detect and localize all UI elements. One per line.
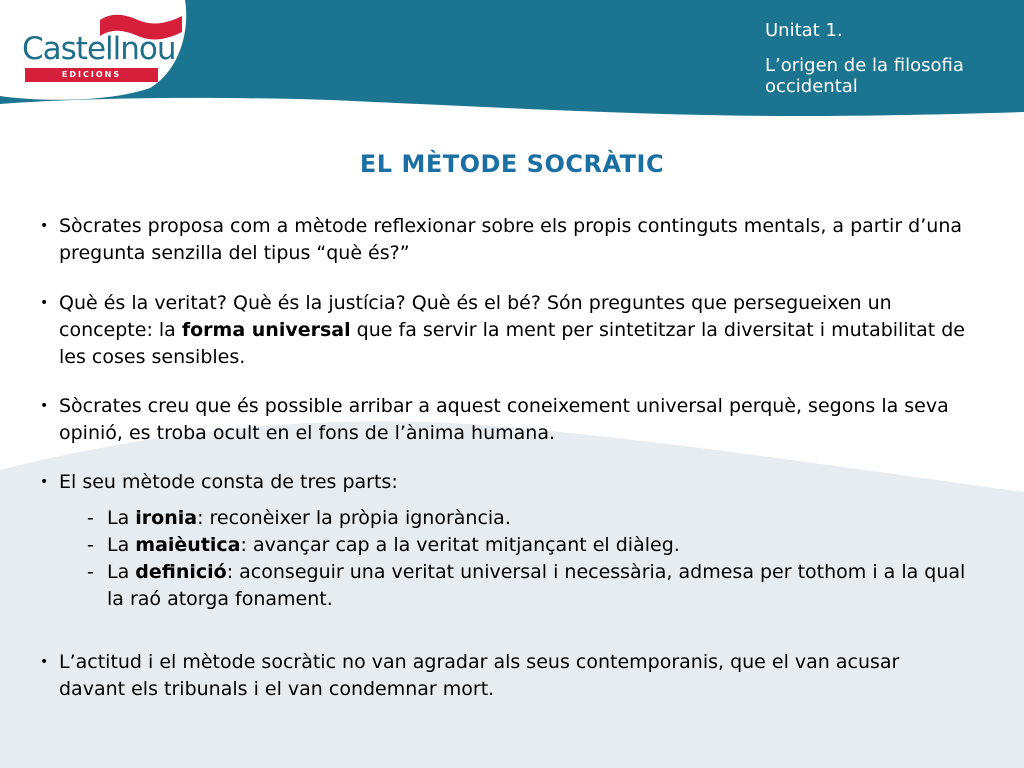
bold-term: forma universal: [181, 319, 351, 341]
bullet-item: [40, 290, 970, 371]
castellnou-logo: [22, 8, 176, 79]
sub-item-text: : aconseguir una veritat universal i necessària, admesa per tothom i a la qual la raó atorga fonament.: [107, 561, 966, 610]
sub-item-text: La: [107, 534, 136, 556]
bullet-marker: •: [40, 654, 49, 670]
bullet-item: [40, 649, 970, 703]
sub-item-text: : reconèixer la pròpia ignorància.: [197, 507, 511, 529]
sub-item-text: : avançar cap a la veritat mitjançant el diàleg.: [240, 534, 680, 556]
bullet-marker: •: [40, 398, 49, 414]
bullet-text: Sòcrates proposa com a mètode reflexionar sobre els propis continguts mentals, a partir d’una pregunta senzilla del tipus “què és?”: [59, 215, 963, 264]
bold-term: definició: [135, 561, 227, 583]
bullet-text: L’actitud i el mètode socràtic no van agradar als seus contemporanis, que el van acusar davant els tribunals i el van condemnar mort.: [59, 651, 900, 700]
sub-item: [87, 505, 970, 532]
slide-title: EL MÈTODE SOCRÀTIC: [359, 150, 665, 178]
bullet-text: El seu mètode consta de tres parts:: [59, 471, 398, 493]
bullet-item: [40, 213, 970, 267]
sub-item-text: La: [107, 507, 136, 529]
sub-item: [87, 532, 970, 559]
sub-item-dash: -: [87, 561, 94, 583]
unit-heading: [765, 20, 1015, 97]
bold-term: ironia: [135, 507, 198, 529]
bullet-marker: •: [40, 218, 49, 234]
bold-term: maièutica: [135, 534, 241, 556]
bullet-item: [40, 393, 970, 447]
bullet-text: Sòcrates creu que és possible arribar a aquest coneixement universal perquè, segons la seva opinió, es troba ocult en el fons de l’ànima humana.: [59, 395, 949, 444]
bullet-marker: •: [40, 474, 49, 490]
bullet-marker: •: [40, 295, 49, 311]
unit-title: L’origen de la filosofia occidental: [765, 55, 964, 97]
bullet-text: que fa servir la ment per sintetitzar la diversitat i mutabilitat de les coses sensibles.: [59, 319, 965, 368]
slide-content: [40, 213, 970, 703]
unit-number: Unitat 1.: [765, 20, 843, 41]
sub-item-dash: -: [87, 534, 94, 556]
bullet-text: Què és la veritat? Què és la justícia? Què és el bé? Són preguntes que persegueixen un concepte: la: [59, 292, 892, 341]
logo-wordmark: Castellnou: [22, 31, 176, 67]
sub-item-dash: -: [87, 507, 94, 529]
method-parts-list: [87, 505, 970, 613]
bullet-item: [40, 469, 970, 496]
logo-tagline: EDICIONS: [25, 68, 158, 82]
sub-item: [87, 559, 970, 613]
sub-item-text: La: [107, 561, 136, 583]
